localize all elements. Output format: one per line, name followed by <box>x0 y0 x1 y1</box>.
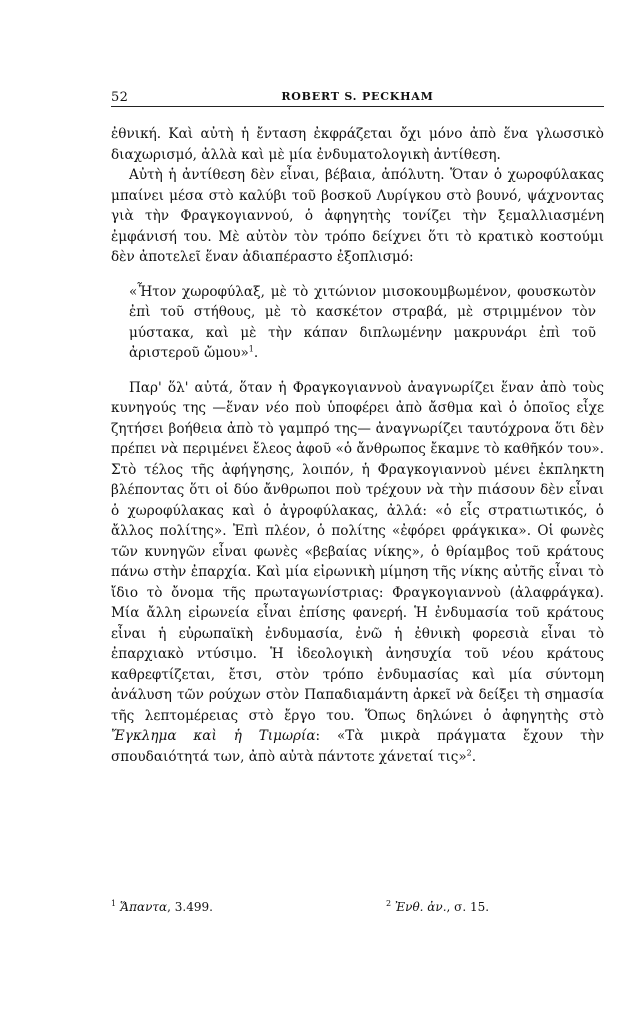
paragraph-1: ἐθνική. Καὶ αὐτὴ ἡ ἔνταση ἐκφράζεται ὄχι μόνο ἀπὸ ἕνα γλωσσικὸ διαχωρισμό, ἀλλὰ καὶ μὲ μία ἐνδυματολογικὴ ἀντίθεση. <box>111 126 604 163</box>
footnote-2 <box>386 900 489 914</box>
footnote-1-title: Ἅπαντα <box>119 900 168 914</box>
paragraph-2: Αὐτὴ ἡ ἀντίθεση δὲν εἶναι, βέβαια, ἀπόλυτη. Ὅταν ὁ χωροφύλακας μπαίνει μέσα στὸ καλύβι τοῦ βοσκοῦ Λυρίγκου στὸ βουνό, ψάχνοντας γιὰ τὴν Φραγκογιαννού, ὁ ἀφηγητὴς τονίζει τὴν ξεμαλλιασμένη ἐμφάνισή του. Μὲ αὐτὸν τὸν τρόπο δείχνει ὅτι τὸ κρατικὸ κοστούμι δὲν ἀποτελεῖ ἕναν ἀδιαπέραστο ἐξοπλισμό: <box>111 167 604 265</box>
main-text <box>111 124 604 767</box>
paragraph-3-text-a: Παρ' ὅλ' αὐτά, ὅταν ἡ Φραγκογιαννοὺ ἀναγνωρίζει ἕναν ἀπὸ τοὺς κυνηγούς της —ἕναν νέο ποὺ ὑποφέρει ἀπὸ ἄσθμα καὶ ὁ ὁποῖος εἶχε ζητήσει βοήθεια ἀπὸ τὸ γαμπρό της— ἀναγνωρίζει ταυτόχρονα ὅτι δὲν πρέπει νὰ περιμένει ἔλεος ἀφοῦ «ὁ ἄνθρωπος ἔκαμνε τὸ καθῆκόν του». Στὸ τέλος τῆς ἀφήγησης, λοιπόν, ἡ Φραγκογιαννοὺ μένει ἐκπληκτη βλέποντας ὅτι οἱ δύο ἄνθρωποι ποὺ τρέχουν νὰ τὴν πιάσουν δὲν εἶναι ὁ χωροφύλακας καὶ ὁ ἀγροφύλακας, ἀλλά: «ὁ εἷς στρατιωτικός, ὁ ἄλλος πολίτης». Ἐπὶ πλέον, ὁ πολίτης «ἐφόρει φράγκικα». Οἱ φωνὲς τῶν κυνηγῶν εἶναι φωνὲς «βεβαίας νίκης», ὁ θρίαμβος τοῦ κράτους πάνω στὴν ἐπαρχία. Καὶ μία εἰρωνικὴ μίμηση τῆς νίκης αὐτῆς εἶναι τὸ ἴδιο τὸ ὄνομα τῆς πρωταγωνίστριας: Φραγκογιαννοὺ (ἀλαφράγκα). Μία ἄλλη εἰρωνεία εἶναι ἐπίσης φανερή. Ἡ ἐνδυμασία τοῦ κράτους εἶναι ἡ εὐρωπαϊκὴ ἐνδυμασία, ἐνῶ ἡ ἐθνικὴ φορεσιὰ εἶναι τὸ ἐπαρχιακὸ ντύσιμο. Ἡ ἰδεολογικὴ ἀνησυχία τοῦ νέου κράτους καθρεφτίζεται, ἔτσι, στὸν τρόπο ἐνδυμασίας καὶ μία σύντομη ἀνάλυση τῶν ρούχων στὸν Παπαδιαμάντη ἀρκεῖ νὰ δείξει τὴ σημασία τῆς λεπτομέρειας στὸ ἔργο του. Ὅπως δηλώνει ὁ ἀφηγητὴς στὸ <box>111 379 604 724</box>
footnote-1-rest: , 3.499. <box>167 900 213 914</box>
footnote-2-mark: 2 <box>386 899 392 908</box>
running-head: ROBERT S. PECKHAM <box>281 90 434 103</box>
page-header <box>111 90 604 107</box>
block-quote: «Ἦτον χωροφύλαξ, μὲ τὸ χιτώνιον μισοκουμβωμένον, φουσκωτὸν ἐπὶ τοῦ στήθους, μὲ τὸ κασκέτον στραβά, μὲ στριμμένον τὸν μύστακα, καὶ μὲ τὴν κάπαν διπλωμένην μακρυνάρι ἐπὶ τοῦ ἀριστεροῦ ὤμου»$^1$. <box>129 283 596 361</box>
page-number: 52 <box>111 90 129 105</box>
paragraph-3-end: . <box>471 748 477 765</box>
footnote-2-rest: , σ. 15. <box>446 900 490 914</box>
paragraph-3-text-b: : «Τὰ μικρὰ πράγματα ἔχουν τὴν σπουδαιότητά των, ἀπὸ αὐτὰ πάντοτε χάνεταί τις» <box>111 728 604 765</box>
work-title: Ἔγκλημα καὶ ἡ Τιμωρία <box>111 728 316 744</box>
footnote-1 <box>111 900 213 914</box>
footnote-2-title: Ἐνθ. ἀν. <box>394 900 447 914</box>
quote-text: «Ἦτον χωροφύλαξ, μὲ τὸ χιτώνιον μισοκουμβωμένον, φουσκωτὸν ἐπὶ τοῦ στήθους, μὲ τὸ κασκέτον στραβά, μὲ στριμμένον τὸν μύστακα, καὶ μὲ τὴν κάπαν διπλωμένην μακρυνάρι ἐπὶ τοῦ ἀριστεροῦ ὤμου» <box>129 283 596 361</box>
footnote-ref-1: 1 <box>248 344 254 354</box>
footnote-1-mark: 1 <box>111 899 117 908</box>
footnote-ref-2: 2 <box>466 747 472 757</box>
paragraph-3 <box>111 378 604 768</box>
